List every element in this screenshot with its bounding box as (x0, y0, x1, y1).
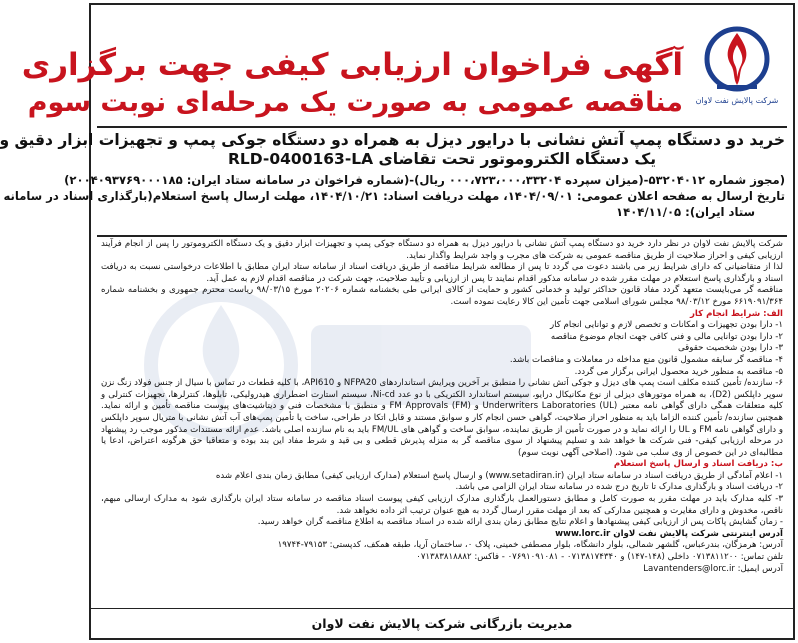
email-line: آدرس ایمیل: Lavantenders@lorc.ir (643, 563, 783, 574)
section-a-item: ۱- دارا بودن تجهیزات و امکانات و تخصص لازم و توانایی انجام کار (549, 320, 783, 331)
section-b-item: - زمان گشایش پاکات پس از ارزیابی کیفی پیشنهادها و اعلام نتایج مطابق زمان بندی ارائه شده در اسناد مناقصه به اطلاع مناقصه گران خواهد رسید. (257, 517, 783, 528)
address-line: آدرس: هرمزگان، بندرعباس، گلشهر شمالی، بلوار دانشگاه، بلوار مصطفی خمینی، پلاک ۰، ساختمان آریا، طبقه همکف، کدپستی: ۷۹۱۵۳-۱۹۷۴۴ (277, 540, 783, 551)
subject-permit-line: (مجوز شماره ۵۳۲۰۴۰۱۲-(میزان سپرده ۰۰۰،۷۲۳،۰۰۰،۳۳۲۰۴ ریال)-(شماره فراخوان در سامانه ستاد ایران: ۲۰۰۴۰۹۳۷۶۹۰۰۰۱۸۵) (64, 173, 785, 187)
phone-line: تلفن تماس: ۰۷۱۳۸۱۱۲۰۰ داخلی (۱۴۸-۱۴۷) و ۰۷۱۳۸۱۷۴۳۴۰ - ۰۷۶۹۱۰۹۱۰۸۱ - فاکس: ۰۷۱۳۸۳۸۱۸۸۸۲ (416, 552, 783, 563)
notice-title-line1: آگهی فراخوان ارزیابی کیفی جهت برگزاری (21, 47, 683, 83)
subject-line2: یک دستگاه الکتروموتور تحت تقاضای RLD-0400163-LA (227, 150, 657, 168)
section-a-heading: الف: شرایط انجام کار (689, 308, 783, 319)
section-a-item: ۳- دارا بودن شخصیت حقوقی (678, 343, 783, 354)
section-b-item: ۱- اعلام آمادگی از طریق دریافت اسناد در سامانه ستاد ایران (www.setadiran.ir) و ارسال پاسخ استعلام (مدارک ارزیابی کیفی) مطابق زمان بندی اعلام شده (215, 470, 783, 481)
subject-dates-line: تاریخ ارسال به صفحه اعلان عمومی: ۱۴۰۴/۰۹/۰۱، مهلت دریافت اسناد: ۱۴۰۴/۱۰/۲۱، مهلت ارسال پاسخ استعلام(بارگذاری اسناد در سامانه (3, 189, 785, 203)
section-b-item: ۳- کلیه مدارک باید در مهلت مقرر به صورت کامل و مطابق دستورالعمل بارگذاری مدارک ارزیابی کیفی پیوست اسناد مناقصه در سامانه ستاد ایران بارگذاری شود به مدارک ارسالی مبهم، ناقص، مخدوش و دارای مغایرت و همچنین مدارکی که بعد از مهلت مقرر ارسال گردد به هیچ عنوان ترتیب اثر داده نخواهد شد. (101, 494, 783, 516)
subject-dates-line-end: ستاد ایران): ۱۴۰۴/۱۱/۰۵ (616, 205, 755, 219)
section-a-item: ۲- دارا بودن توانایی مالی و فنی کافی جهت انجام موضوع مناقصه (550, 331, 783, 342)
section-a-item: ۵- مناقصه به منظور خرید محصول ایرانی برگزار می گردد. (574, 366, 783, 377)
body-intro: شرکت پالایش نفت لاوان در نظر دارد خرید دو دستگاه پمپ آتش نشانی با درایور دیزل به همراه دو دستگاه جوکی پمپ و تجهیزات ابزار دقیق و یک دستگاه الکتروموتور را پس از انجام فرآیند ارزیابی کیفی و احراز صلاحیت از طریق مناقصه عمومی به شرکت های مجرب و واجد شرایط واگذار نماید. (101, 239, 783, 261)
subject-line1: خرید دو دستگاه پمپ آتش نشانی با درایور دیزل به همراه دو دستگاه جوکی پمپ و تجهیزات ابزار دقیق و (0, 131, 785, 149)
body-commitment: مناقصه گر می‌بایست متعهد گردد مفاد قانون حداکثر تولید و خدماتی کشور و حمایت از کالای ایرانی طی بخشنامه شماره ۲۰۲۰۶ مورخ ۹۸/۰۳/۱۵ ریاست محترم جمهوری و بخشنامه شماره ۶۶۱۹۰۹۱/۳۶۴ مورخ ۹۸/۰۳/۱۲ مجلس شورای اسلامی جهت تأمین این کالا رعایت نموده است. (101, 285, 783, 307)
section-b-heading: ب: دریافت اسناد و ارسال پاسخ استعلام (613, 459, 783, 470)
tender-subject (0, 131, 785, 220)
lavan-refinery-logo-icon (691, 19, 783, 111)
website-line: آدرس اینترنتی شرکت پالایش نفت لاوان www.lorc.ir (555, 528, 783, 539)
section-b-item: ۲- دریافت اسناد و بارگذاری مدارک تا تاریخ درج شده در سامانه ستاد ایران الزامی می باشد. (455, 482, 783, 493)
section-a-item: ۶- سازنده/ تأمین کننده مکلف است پمپ های دیزل و جوکی آتش نشانی را منطبق بر آخرین ویرایش استانداردهای NFPA20 و API610، با کلیه قطعات در تماس با سیال از جنس فولاد زنگ نزن سوپر داپلکس (D2)، به همراه موتورهای دیزلی از نوع مکانیکال درایو، سیستم استاندارد الکتریکی با دو عدد Ni-cd، سیستم استارت اضطراری هیدرولیکی، تابلوها، کنترلرها، تجهیزات کنترلی و کلیه متعلقات همگی دارای گواهی نامه معتبر (UL) Underwriters Laboratories و FM Approvals (FM) و منطبق با مشخصات فنی و دیتاشیت‌های پیوست مناقصه تأمین و ارائه نماید. همچنین سازنده/ تأمین کننده الزاما باید به منظور احراز صلاحیت، گواهی حسن انجام کار و سوابق مستند و قابل اتکا در طراحی، ساخت یا تأمین پمپ‌های آب آتش نشانی با متریال سوپر داپلکس و دارای گواهی نامه FM و UL را ارائه نماید و در صورت تأمین از طریق نماینده، سوابق ساخت و گواهی های FM/UL باید به نام سازنده اصلی باشد. عدم ارائه مستندات مذکور موجب رد پیشنهاد در مرحله ارزیابی کیفی- فنی شرکت ها خواهد شد و تسلیم پیشنهاد از سوی مناقصه گر به منزله پذیرش قطعی و بی قید و شرط مفاد این بند بوده و متعاقبا حق هرگونه اعتراض، ادعا یا مطالبه‌ای در این خصوص از وی سلب می شود. (اصلاحی آگهی نوبت سوم) (101, 378, 784, 458)
notice-footer (91, 608, 793, 638)
body-invitation: لذا از متقاضیانی که دارای شرایط زیر می باشند دعوت می گردد تا پس از مطالعه شرایط مناقصه از طریق دریافت اسناد از سامانه ستاد ایران مطابق با اطلاعات درخواستی نسبت به دریافت اسناد و بارگذاری پاسخ استعلام در مهلت مقرر شده در سامانه مذکور اقدام نمایند تا پس از ارزیابی و تأیید صلاحیت، جهت شرکت در مناقصه اقدام لازم به عمل آید. (101, 262, 783, 284)
header-divider (97, 126, 787, 128)
notice-title-line2: مناقصه عمومی به صورت یک مرحله‌ای نوبت سوم (27, 87, 683, 118)
logo-caption: شرکت پالایش نفت لاوان (695, 96, 779, 105)
section-a-item: ۴- مناقصه گر سابقه مشمول قانون منع مداخله در معاملات و مناقصات باشد. (509, 354, 783, 365)
tender-notice-page (0, 3, 795, 640)
notice-body (101, 239, 783, 607)
notice-header (21, 5, 793, 123)
footer-signature: مدیریت بازرگانی شرکت پالایش نفت لاوان (311, 616, 573, 631)
subject-divider (97, 235, 787, 237)
